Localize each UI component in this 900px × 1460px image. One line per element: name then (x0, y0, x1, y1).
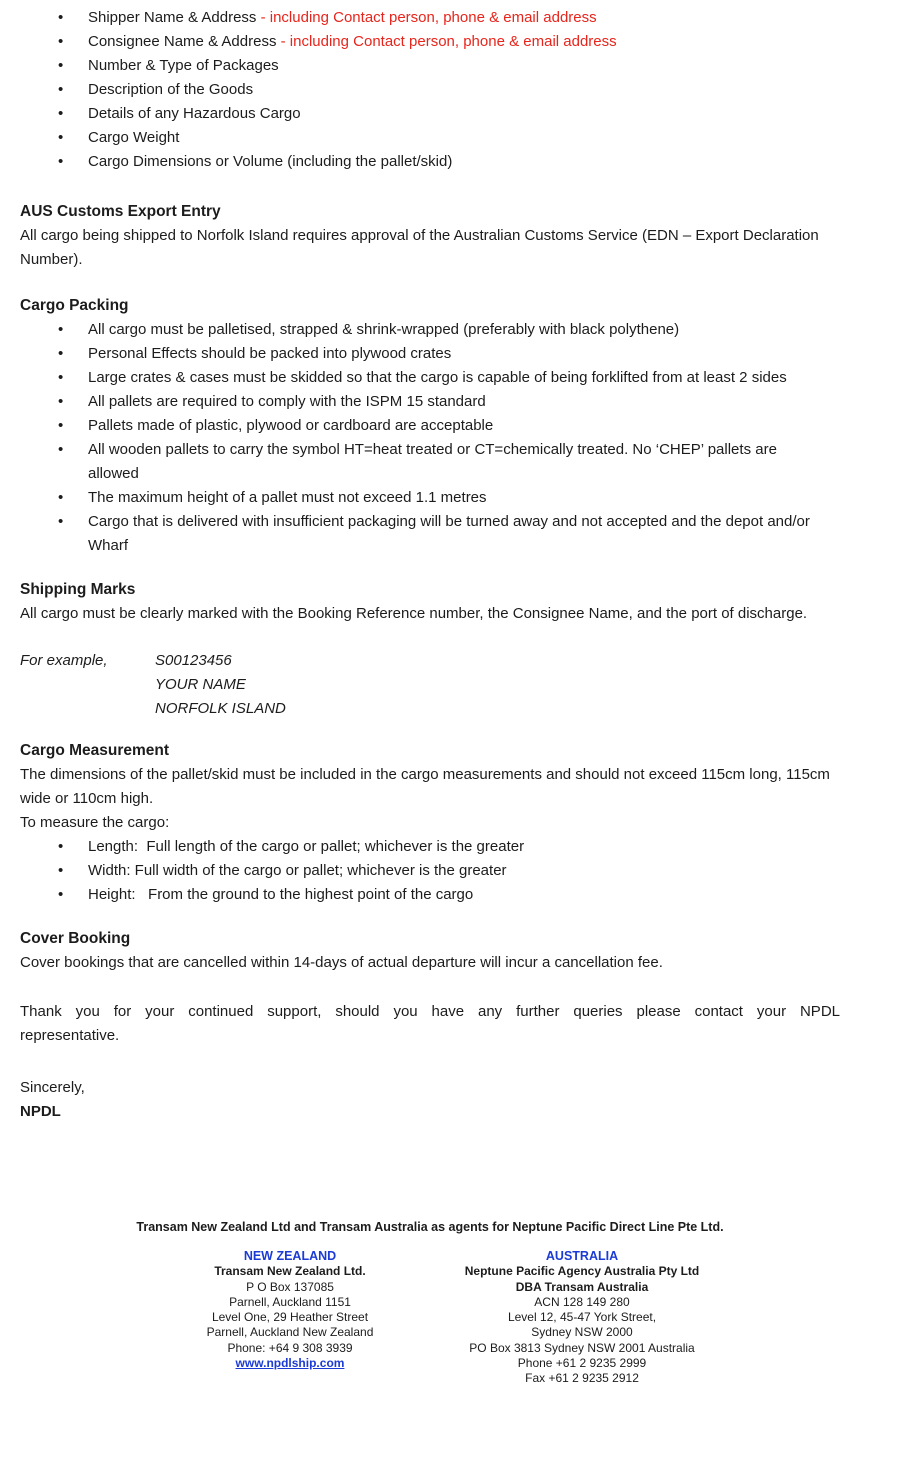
footer (0, 1220, 900, 1387)
example-line: NORFOLK ISLAND (155, 700, 286, 717)
booking-details-list (20, 6, 840, 174)
footer-au-column (424, 1249, 740, 1387)
bullet-text: Consignee Name & Address (88, 33, 281, 50)
bullet-text: Width: Full width of the cargo or pallet; whichever is the greater (88, 862, 507, 879)
au-fax: Fax +61 2 9235 2912 (525, 1371, 639, 1386)
section-cover-booking (20, 927, 840, 975)
list-item (20, 486, 840, 510)
npdl-website-link[interactable]: www.npdlship.com (235, 1356, 345, 1371)
signature-npdl: NPDL (20, 1103, 61, 1120)
list-item (20, 390, 840, 414)
au-dba-name: DBA Transam Australia (515, 1279, 649, 1294)
bullet-text: Cargo Dimensions or Volume (including the pallet/skid) (88, 153, 453, 170)
paragraph-customs: All cargo being shipped to Norfolk Island requires approval of the Australian Customs Service (EDN – Export Declaration Number). (20, 227, 819, 268)
nz-address-line: Parnell, Auckland New Zealand (206, 1325, 374, 1340)
list-item (20, 54, 840, 78)
au-heading: AUSTRALIA (545, 1249, 619, 1263)
shipping-marks-example (20, 649, 840, 721)
bullet-text: Shipper Name & Address (88, 9, 261, 26)
example-label: For example, (20, 652, 108, 669)
list-item (20, 859, 840, 883)
section-packing (20, 294, 840, 558)
section-heading-shipping-marks: Shipping Marks (20, 581, 136, 598)
list-item (20, 438, 840, 486)
list-item (20, 78, 840, 102)
measurement-list (20, 835, 840, 907)
list-item (20, 883, 840, 907)
bullet-text: Large crates & cases must be skidded so that the cargo is capable of being forklifted from at least 2 sides (88, 369, 787, 386)
nz-phone: Phone: +64 9 308 3939 (227, 1340, 353, 1355)
section-closing (20, 1000, 840, 1124)
bullet-text: Pallets made of plastic, plywood or cardboard are acceptable (88, 417, 494, 434)
paragraph-thanks: Thank you for your continued support, should you have any further queries please contact your NPDL representative. (20, 1003, 840, 1044)
example-line: YOUR NAME (155, 676, 246, 693)
au-acn-line: ACN 128 149 280 (534, 1294, 630, 1309)
nz-heading: NEW ZEALAND (243, 1249, 337, 1263)
example-lines (155, 649, 286, 721)
bullet-text-red: - including Contact person, phone & email address (280, 33, 617, 50)
au-phone: Phone +61 2 9235 2999 (517, 1356, 647, 1371)
list-item (20, 150, 840, 174)
section-shipping-marks (20, 578, 840, 721)
list-item (20, 126, 840, 150)
paragraph-measurement: The dimensions of the pallet/skid must be included in the cargo measurements and should not exceed 115cm long, 115cm wide or 110cm high. (20, 766, 830, 807)
measure-intro-line: To measure the cargo: (20, 814, 170, 831)
bullet-text: Personal Effects should be packed into plywood crates (88, 345, 452, 362)
bullet-text: Cargo that is delivered with insufficient packaging will be turned away and not accepted and the depot and/or Wharf (88, 513, 810, 554)
au-address-line: Sydney NSW 2000 (531, 1325, 633, 1340)
bullet-text: Cargo Weight (88, 129, 180, 146)
nz-address-line: P O Box 137085 (246, 1279, 334, 1294)
bullet-text: All wooden pallets to carry the symbol HT=heat treated or CT=chemically treated. No ‘CHEP’ pallets are allowed (88, 441, 777, 482)
bullet-text: Length: Full length of the cargo or pallet; whichever is the greater (88, 838, 525, 855)
bullet-text: Details of any Hazardous Cargo (88, 105, 301, 122)
section-heading-packing: Cargo Packing (20, 297, 129, 314)
footer-columns (0, 1249, 900, 1387)
list-item (20, 414, 840, 438)
nz-address-line: Level One, 29 Heather Street (211, 1310, 369, 1325)
list-item (20, 318, 840, 342)
paragraph-shipping-marks: All cargo must be clearly marked with the Booking Reference number, the Consignee Name, and the port of discharge. (20, 605, 808, 622)
bullet-text: Number & Type of Packages (88, 57, 279, 74)
list-item (20, 30, 840, 54)
list-item (20, 510, 840, 558)
au-address-line: Level 12, 45-47 York Street, (507, 1310, 657, 1325)
list-item (20, 6, 840, 30)
au-address-line: PO Box 3813 Sydney NSW 2001 Australia (469, 1340, 695, 1355)
bullet-text: All cargo must be palletised, strapped & shrink-wrapped (preferably with black polythene) (88, 321, 680, 338)
list-item (20, 342, 840, 366)
list-item (20, 835, 840, 859)
signoff-text: Sincerely, (20, 1079, 85, 1096)
paragraph-cover-booking: Cover bookings that are cancelled within 14-days of actual departure will incur a cancellation fee. (20, 954, 663, 971)
bullet-text: The maximum height of a pallet must not exceed 1.1 metres (88, 489, 487, 506)
packing-rules-list (20, 318, 840, 558)
nz-company-name: Transam New Zealand Ltd. (214, 1264, 366, 1279)
bullet-text-red: - including Contact person, phone & email address (260, 9, 597, 26)
section-customs (20, 200, 840, 272)
agents-statement: Transam New Zealand Ltd and Transam Australia as agents for Neptune Pacific Direct Line Pte Ltd. (136, 1220, 724, 1234)
section-measurement (20, 739, 840, 907)
bullet-text: Description of the Goods (88, 81, 254, 98)
bullet-text: All pallets are required to comply with the ISPM 15 standard (88, 393, 486, 410)
section-heading-customs: AUS Customs Export Entry (20, 203, 221, 220)
nz-address-line: Parnell, Auckland 1151 (229, 1294, 351, 1309)
list-item (20, 366, 840, 390)
au-company-name: Neptune Pacific Agency Australia Pty Ltd (464, 1264, 700, 1279)
bullet-text: Height: From the ground to the highest point of the cargo (88, 886, 474, 903)
example-line: S00123456 (155, 652, 232, 669)
list-item (20, 102, 840, 126)
footer-nz-column (140, 1249, 440, 1387)
section-heading-measurement: Cargo Measurement (20, 742, 170, 759)
section-heading-cover-booking: Cover Booking (20, 930, 131, 947)
